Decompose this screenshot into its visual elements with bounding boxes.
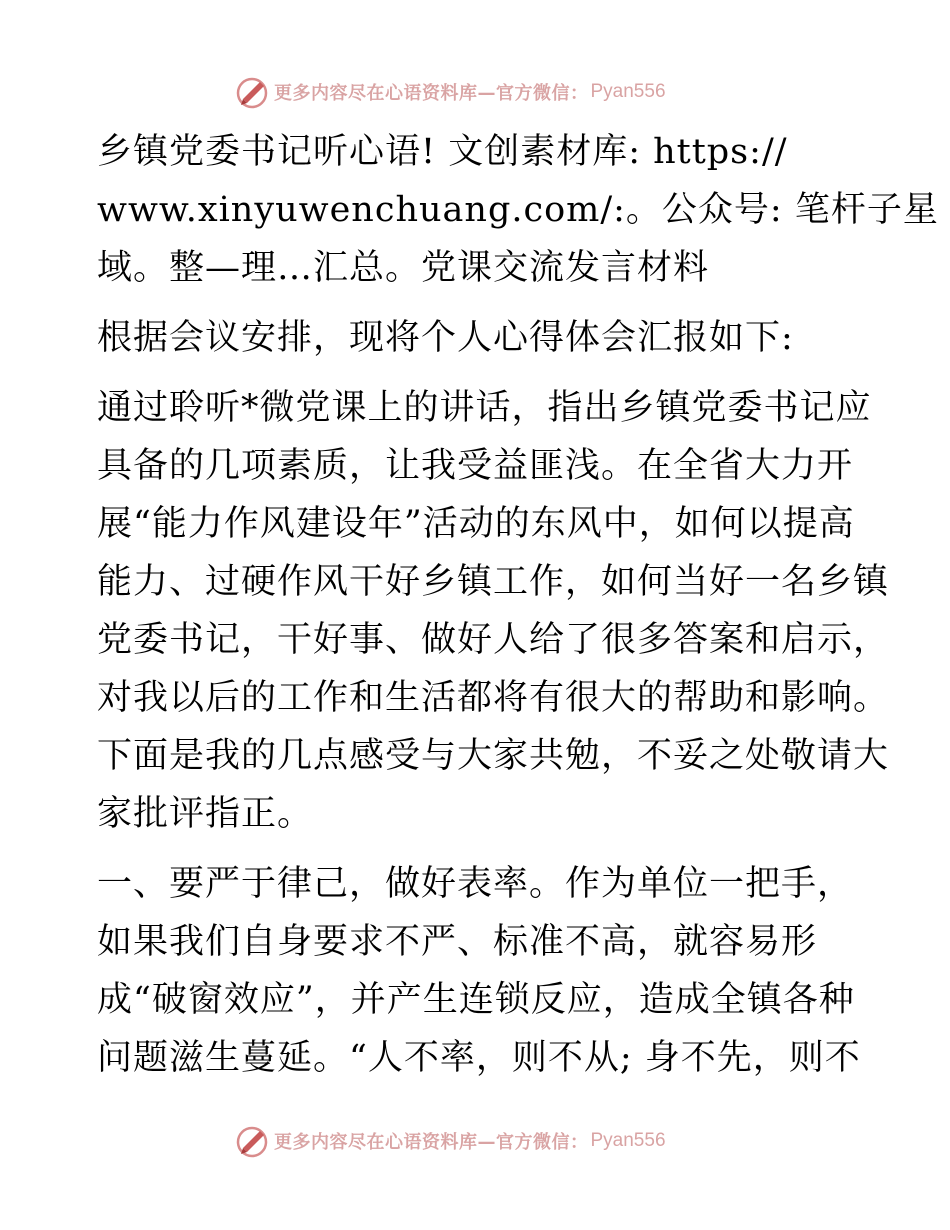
text-line: 乡镇党委书记听心语! 文创素材库: https:// bbox=[97, 132, 788, 172]
text-line: 下面是我的几点感受与大家共勉，不妥之处敬请大 bbox=[97, 736, 890, 776]
text-line: 如果我们自身要求不严、标准不高，就容易形 bbox=[97, 922, 818, 962]
text-line: 根据会议安排，现将个人心得体会汇报如下: bbox=[97, 318, 794, 358]
text-line: 通过聆听*微党课上的讲话，指出乡镇党委书记应 bbox=[97, 388, 872, 428]
text-line: www.xinyuwenchuang.com/:。公众号: 笔杆子星 bbox=[97, 190, 939, 230]
text-line: 成“破窗效应”，并产生连锁反应，造成全镇各种 bbox=[97, 980, 855, 1020]
banner-wechat-id: Pyan556 bbox=[590, 1130, 666, 1151]
text-line: 家批评指正。 bbox=[97, 794, 314, 834]
paragraph-title bbox=[97, 123, 939, 297]
text-line: 域。整—理…汇总。党课交流发言材料 bbox=[97, 248, 710, 288]
paragraph-intro bbox=[97, 309, 857, 367]
footer-banner bbox=[0, 1121, 950, 1161]
text-line: 能力、过硬作风干好乡镇工作，如何当好一名乡镇 bbox=[97, 562, 890, 602]
text-line: 问题滋生蔓延。“人不率，则不从; 身不先，则不 bbox=[97, 1038, 861, 1078]
paragraph-body bbox=[97, 379, 890, 843]
paragraph-section-one bbox=[97, 855, 861, 1087]
text-line: 对我以后的工作和生活都将有很大的帮助和影响。 bbox=[97, 678, 890, 718]
text-line: 展“能力作风建设年”活动的东风中，如何以提高 bbox=[97, 504, 855, 544]
pen-logo-icon bbox=[234, 1123, 270, 1159]
banner-wechat-id: Pyan556 bbox=[590, 81, 666, 102]
document-body bbox=[97, 123, 939, 1099]
text-line: 具备的几项素质，让我受益匪浅。在全省大力开 bbox=[97, 446, 854, 486]
pen-logo-icon bbox=[234, 74, 270, 110]
header-banner bbox=[0, 72, 950, 112]
banner-text: 更多内容尽在心语资料库—官方微信： bbox=[274, 83, 589, 104]
banner-text: 更多内容尽在心语资料库—官方微信： bbox=[274, 1132, 589, 1153]
text-line: 党委书记，干好事、做好人给了很多答案和启示， bbox=[97, 620, 890, 660]
text-line: 一、要严于律己，做好表率。作为单位一把手， bbox=[97, 864, 854, 904]
